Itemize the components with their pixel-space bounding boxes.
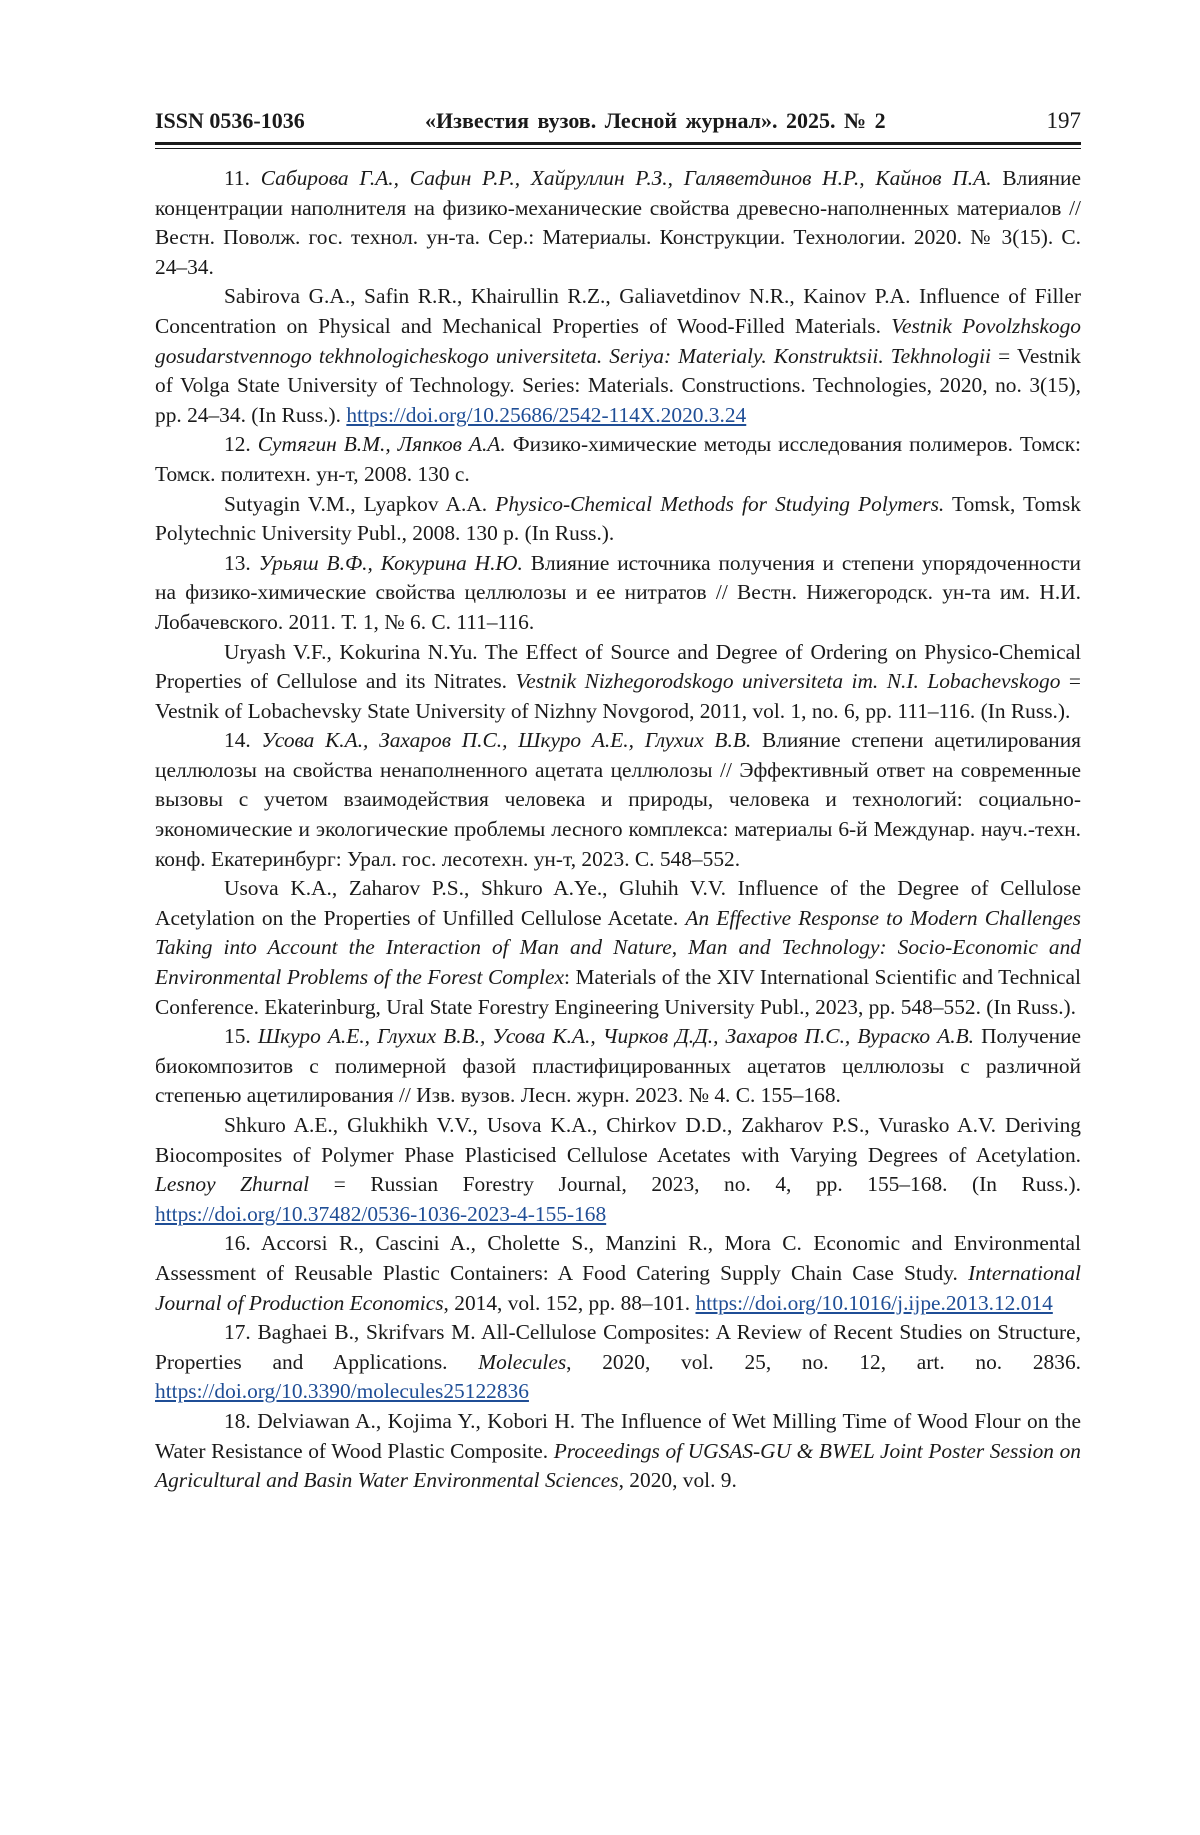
reference-title: Physico-Chemical Methods for Studying Polymers.	[495, 492, 944, 516]
reference-15-en	[155, 1111, 1081, 1229]
reference-details: = Russian Forestry Journal, 2023, no. 4, pp. 155–168. (In Russ.).	[334, 1172, 1081, 1196]
reference-list	[155, 164, 1081, 1496]
reference-source: Proceedings of UGSAS-GU & BWEL Joint Poster Session on Agricultural and Basin Water Environmental Sciences	[155, 1439, 1081, 1493]
reference-authors: Uryash V.F., Kokurina N.Yu.	[224, 640, 478, 664]
reference-11-ru	[155, 164, 1081, 282]
reference-authors: Shkuro A.E., Glukhikh V.V., Usova K.A., Chirkov D.D., Zakharov P.S., Vurasko A.V.	[224, 1113, 996, 1137]
reference-14-ru	[155, 726, 1081, 874]
running-header	[155, 108, 1081, 140]
reference-authors: Усова К.А., Захаров П.С., Шкуро А.Е., Глухих В.В.	[261, 728, 751, 752]
reference-number: 11.	[224, 166, 250, 190]
reference-authors: Шкуро А.Е., Глухих В.В., Усова К.А., Чирков Д.Д., Захаров П.С., Вураско А.В.	[258, 1024, 974, 1048]
reference-details: , 2020, vol. 25, no. 12, art. no. 2836.	[566, 1350, 1081, 1374]
reference-source: International Journal of Production Economics	[155, 1261, 1081, 1315]
reference-text: Получение биокомпозитов с полимерной фазой пластифицированных ацетатов цел­люлозы с различной степенью ацетилирования // Изв. вузов. Лесн. журн. 2023. № 4. С. 155–168.	[155, 1024, 1081, 1107]
reference-authors: Сабирова Г.А., Сафин Р.Р., Хайруллин Р.З., Галявет­динов Н.Р., Кайнов П.А.	[261, 166, 992, 190]
reference-12-en	[155, 490, 1081, 549]
reference-number: 13.	[224, 551, 251, 575]
reference-details: = Vestnik of Lobachevsky State University of Nizhny Novgorod, 2011, vol. 1, no. 6, pp. 111–116. (In Russ.).	[155, 669, 1081, 723]
reference-authors: Урьяш В.Ф., Кокурина Н.Ю.	[259, 551, 523, 575]
reference-11-doi-link[interactable]: https://doi.org/10.25686/2542-114X.2020.3.24	[346, 403, 746, 427]
header-rule-thick	[155, 142, 1081, 145]
reference-authors: Baghaei B., Skrifvars M.	[258, 1320, 476, 1344]
reference-authors: Accorsi R., Cascini A., Cholette S., Manzini R., Mora C.	[261, 1231, 802, 1255]
reference-13-en	[155, 638, 1081, 727]
reference-number: 18.	[224, 1409, 251, 1433]
reference-11-en	[155, 282, 1081, 430]
reference-title: Influ­ence of Filler Concentration on Physical and Mechanical Properties of Wood-Filled Materials.	[155, 284, 1081, 338]
reference-authors: Sabirova G.A., Safin R.R., Khairullin R.Z., Galiavetdinov N.R., Kainov P.A.	[224, 284, 910, 308]
reference-source: Vestnik Nizhegorodskogo universiteta im. N.I. Lobachevskogo	[516, 669, 1061, 693]
reference-number: 12.	[224, 432, 251, 456]
reference-details: : Materials of the XIV International Scientific and Technical Conference. Ekaterinburg, Ural State Forestry Engineering University Publ., 2023, pp. 548–552. (In Russ.).	[155, 965, 1081, 1019]
reference-15-doi-link[interactable]: https://doi.org/10.37482/0536-1036-2023-4-155-168	[155, 1202, 606, 1226]
reference-title: Economic and Envi­ronmental Assessment of Reusable Plastic Containers: A Food Catering Supply Chain Case Study.	[155, 1231, 1081, 1285]
reference-number: 17.	[224, 1320, 251, 1344]
reference-12-ru	[155, 430, 1081, 489]
reference-authors: Usova K.A., Zaharov P.S., Shkuro A.Ye., Gluhih V.V.	[224, 876, 726, 900]
reference-authors: Sutyagin V.M., Lyapkov A.A.	[224, 492, 487, 516]
reference-13-ru	[155, 549, 1081, 638]
header-rule-thin	[155, 148, 1081, 149]
reference-source: Lesnoy Zhurnal	[155, 1172, 309, 1196]
reference-title: The Influence of Wet Milling Time of Wood Flour on the Water Resistance of Wood Plastic Composite.	[155, 1409, 1081, 1463]
reference-number: 14.	[224, 728, 251, 752]
issn-label: ISSN 0536-1036	[155, 108, 305, 134]
reference-details: , 2014, vol. 152, pp. 88–101.	[444, 1291, 691, 1315]
reference-16-doi-link[interactable]: https://doi.org/10.1016/j.ijpe.2013.12.014	[696, 1291, 1053, 1315]
page-number: 197	[1047, 108, 1082, 134]
reference-text: Влияние степени ацетили­рования целлюлозы на свойства ненаполненного ацетата целлюлозы // Эффективный ответ на современные вызовы с учетом взаимодействия человека и природы, человека и технологий: социально-экономические и экологические проблемы лесного комплекса: материалы 6-й Междунар. науч.-техн. конф. Екатеринбург: Урал. гос. лесотехн. ун-т, 2023. С. 548–552.	[155, 728, 1081, 870]
reference-number: 15.	[224, 1024, 251, 1048]
reference-authors: Сутягин В.М., Ляпков А.А.	[258, 432, 506, 456]
reference-title: Deriving Biocomposites of Polymer Phase Plasticised Cellulose Acetates with Varying De­grees of Acetylation.	[155, 1113, 1081, 1167]
reference-source: An Effective Response to Modern Challenges Taking into Account the Interaction of Man and Nature, Man and Tech­nology: Socio-Economic and Environmental Problems of the Forest Complex	[155, 906, 1081, 989]
reference-title: Influence of the Degree of Cel­lulose Acetylation on the Properties of Unfilled Cellulose Acetate.	[155, 876, 1081, 930]
reference-16	[155, 1229, 1081, 1318]
reference-15-ru	[155, 1022, 1081, 1111]
reference-text: Влияние источника получения и степени упоря­доченности на физико-химические свойства целлюлозы и ее нитратов // Вестн. Ниже­городск. ун-та им. Н.И. Лобачевского. 2011. Т. 1, № 6. С. 111–116.	[155, 551, 1081, 634]
reference-title: The Effect of Source and Degree of Ordering on Phys­ico-Chemical Properties of Cellulose and its Nitrates.	[155, 640, 1081, 694]
journal-title: «Известия вузов. Лесной журнал». 2025. № 2	[425, 108, 985, 134]
reference-title: All-Cellulose Composites: A Review of Recent Studies on Structure, Properties and Applications.	[155, 1320, 1081, 1374]
reference-source: Molecules	[478, 1350, 566, 1374]
reference-18	[155, 1407, 1081, 1496]
journal-page	[0, 0, 1200, 1835]
reference-source: Vestnik Povolzhskogo gosudarstvennogo tekhnologicheskogo universiteta. Seriya: Materialy. Konstruktsii. Tekhnologii	[155, 314, 1081, 368]
reference-authors: Delviawan A., Kojima Y., Kobori H.	[257, 1409, 575, 1433]
reference-text: Физико-химические методы исследования поли­меров. Томск: Томск. политехн. ун-т, 2008. 130 с.	[155, 432, 1081, 486]
reference-details: Tomsk, Tomsk Polytechnic University Publ., 2008. 130 p. (In Russ.).	[155, 492, 1081, 546]
reference-details: = Vestnik of Volga State University of Technology. Series: Materi­als. Constructions. Technologies, 2020, no. 3(15), pp. 24–34. (In Russ.).	[155, 344, 1081, 427]
reference-17	[155, 1318, 1081, 1407]
reference-14-en	[155, 874, 1081, 1022]
reference-17-doi-link[interactable]: https://doi.org/10.3390/molecules25122836	[155, 1379, 529, 1403]
reference-number: 16.	[224, 1231, 251, 1255]
reference-details: , 2020, vol. 9.	[619, 1468, 737, 1492]
reference-text: Влияние концентрации наполнителя на физико-механические свойства древесно-на­полненных материалов // Вестн. Поволж. гос. технол. ун-та. Сер.: Материалы. Кон­струкции. Технологии. 2020. № 3(15). С. 24–34.	[155, 166, 1081, 279]
